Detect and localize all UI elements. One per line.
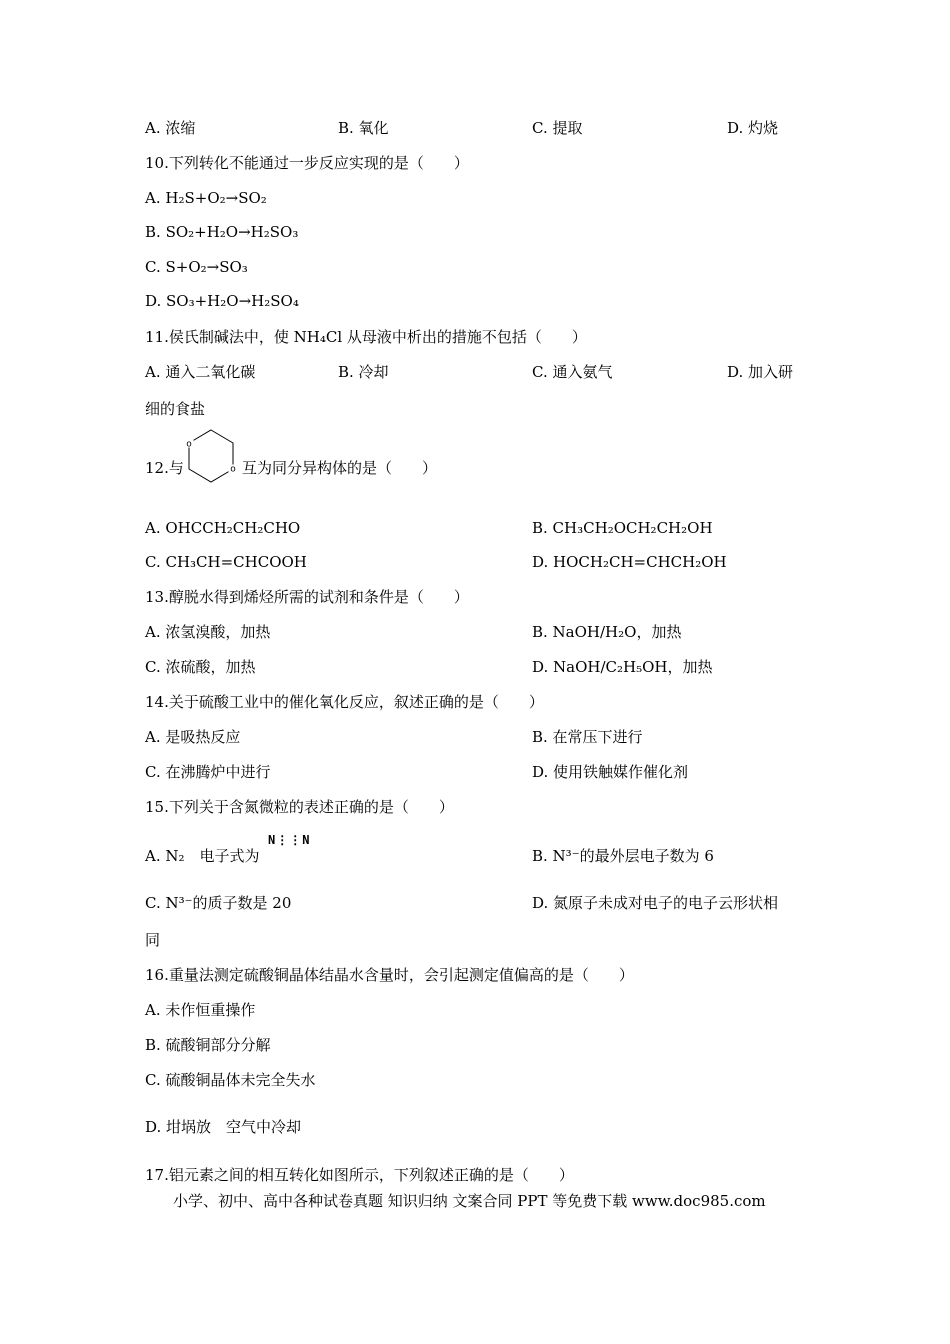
q12-option-d: D. HOCH₂CH=CHCH₂OH xyxy=(532,553,727,571)
q11-stem-post: 从母液中析出的措施不包括（ ） xyxy=(342,328,587,346)
q15-stem: 15.下列关于含氮微粒的表述正确的是（ ） xyxy=(145,798,454,816)
q9-option-c: C. 提取 xyxy=(532,119,583,137)
q14-option-b: B. 在常压下进行 xyxy=(532,728,643,746)
q12-stem-post: 互为同分异构体的是（ ） xyxy=(242,459,438,477)
q10-option-b xyxy=(145,222,298,242)
q11-option-a: A. 通入二氧化碳 xyxy=(145,363,256,381)
q9-option-d: D. 灼烧 xyxy=(727,119,779,137)
q11-stem-pre: 11.侯氏制碱法中，使 xyxy=(145,328,294,346)
q15-option-b: B. N³⁻的最外层电子数为 6 xyxy=(532,847,714,865)
q11-option-c: C. 通入氨气 xyxy=(532,363,613,381)
q10-option-a xyxy=(145,188,267,208)
q10-option-b-formula: SO₂+H₂O→H₂SO₃ xyxy=(165,223,299,241)
q10-option-c-label: C. xyxy=(145,258,166,276)
q10-option-c xyxy=(145,257,248,277)
dioxane-structure xyxy=(183,428,239,484)
footer-text: 小学、初中、高中各种试卷真题 知识归纳 文案合同 PPT 等免费下载 www.doc985.com xyxy=(173,1192,766,1210)
q11-option-b: B. 冷却 xyxy=(338,363,389,381)
q15-option-a: A. N₂ 电子式为 xyxy=(145,847,260,865)
q10-option-d xyxy=(145,291,299,311)
q10-option-a-formula: H₂S+O₂→SO₂ xyxy=(165,189,267,207)
q11-stem-formula: NH₄Cl xyxy=(293,328,343,346)
q10-option-a-label: A. xyxy=(145,189,166,207)
q15-option-d: D. 氮原子未成对电子的电子云形状相 xyxy=(532,894,779,912)
q9-option-b: B. 氧化 xyxy=(338,119,389,137)
q16-option-c: C. 硫酸铜晶体未完全失水 xyxy=(145,1071,316,1089)
q12-stem-pre: 12.与 xyxy=(145,459,184,477)
q10-option-b-label: B. xyxy=(145,223,166,241)
q10-option-c-formula: S+O₂→SO₃ xyxy=(165,258,248,276)
q10-stem: 10.下列转化不能通过一步反应实现的是（ ） xyxy=(145,154,469,172)
q15-option-d-continuation: 同 xyxy=(145,931,161,949)
q11-option-d-continuation: 细的食盐 xyxy=(145,400,206,418)
q12-option-a: A. OHCCH₂CH₂CHO xyxy=(145,519,301,537)
q11-stem xyxy=(145,327,587,347)
q17-stem: 17.铝元素之间的相互转化如图所示，下列叙述正确的是（ ） xyxy=(145,1166,574,1184)
q9-option-a: A. 浓缩 xyxy=(145,119,196,137)
q10-option-d-label: D. xyxy=(145,292,167,310)
q16-option-b: B. 硫酸铜部分分解 xyxy=(145,1036,271,1054)
q13-stem: 13.醇脱水得到烯烃所需的试剂和条件是（ ） xyxy=(145,588,469,606)
q14-stem: 14.关于硫酸工业中的催化氧化反应，叙述正确的是（ ） xyxy=(145,693,544,711)
q11-option-d: D. 加入研 xyxy=(727,363,794,381)
q12-option-b: B. CH₃CH₂OCH₂CH₂OH xyxy=(532,519,713,537)
q13-option-c: C. 浓硫酸，加热 xyxy=(145,658,256,676)
q14-option-d: D. 使用铁触媒作催化剂 xyxy=(532,763,689,781)
n2-lewis-structure: N⋮⋮N xyxy=(268,833,311,847)
q16-option-a: A. 未作恒重操作 xyxy=(145,1001,256,1019)
q15-option-c: C. N³⁻的质子数是 20 xyxy=(145,894,292,912)
ring-oxygen-label-1: o xyxy=(186,439,192,450)
q13-option-a: A. 浓氢溴酸，加热 xyxy=(145,623,271,641)
q16-stem: 16.重量法测定硫酸铜晶体结晶水含量时，会引起测定值偏高的是（ ） xyxy=(145,966,634,984)
q16-option-d: D. 坩埚放 空气中冷却 xyxy=(145,1118,302,1136)
q13-option-d: D. NaOH/C₂H₅OH，加热 xyxy=(532,658,713,676)
q13-option-b: B. NaOH/H₂O，加热 xyxy=(532,623,682,641)
q12-option-c: C. CH₃CH=CHCOOH xyxy=(145,553,307,571)
q14-option-c: C. 在沸腾炉中进行 xyxy=(145,763,271,781)
q14-option-a: A. 是吸热反应 xyxy=(145,728,241,746)
ring-oxygen-label-2: o xyxy=(230,464,236,475)
q10-option-d-formula: SO₃+H₂O→H₂SO₄ xyxy=(166,292,299,310)
